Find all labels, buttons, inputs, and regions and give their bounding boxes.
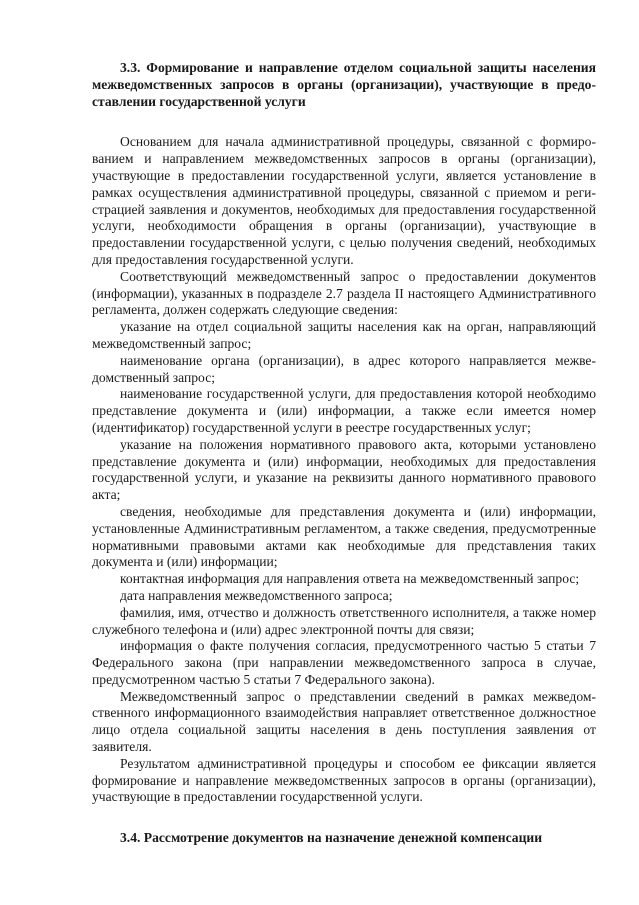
list-item-contact-info: контактная информация для направления ответа на межведомственный запрос; <box>120 571 580 587</box>
list-item-legal-act: указание на положения нормативного правового акта, которыми установлено представление документа и (или) информации, необходимых для предоставления государственной услуги, и указание на реквизиты данного нормативного правового акта; <box>92 436 596 503</box>
list-item-requesting-body: указание на отдел социальной защиты населения как на орган, направляющий межведомственный запрос; <box>92 319 596 351</box>
list-item-required-info: сведения, необходимые для представления документа и (или) информации, установленные Административным регламентом, а также сведения, предусмотренные нормативными правовыми актами как необходимые для представления таких документа и (или) информации; <box>92 503 596 570</box>
section-3-3-body <box>92 134 596 806</box>
list-item-service-name: наименование государственной услуги, для предоставления которой необходимо представление документа и (или) информации, а также если имеется номер (идентификатор) государственной услуги в реестре государственных услуг; <box>92 386 596 435</box>
paragraph-responsible-official: Межведомственный запрос о представлении сведений в рамках межведомственного информационного взаимодействия направляет ответственное должностное лицо отдела социальной защиты населения в день поступления заявления от заявителя. <box>92 688 596 755</box>
section-3-4-heading: 3.4. Рассмотрение документов на назначение денежной компенсации <box>120 830 543 846</box>
paragraph-basis: Основанием для начала административной процедуры, связанной с формированием и направлением межведомственных запросов в органы (организации), участвующие в предоставлении государственной услуги, является установление в рамках осуществления административной процедуры, связанной с приемом и регистрацией заявления и документов, необходимых для предоставления государственной услуги, необходимости обращения в органы (организации), участвующие в предоставлении государственной услуги, с целью получения сведений, необходимых для предоставления государственной услуги. <box>92 134 596 267</box>
paragraph-request-contents: Соответствующий межведомственный запрос о предоставлении документов (информации), указанных в подразделе 2.7 раздела II настоящего Административного регламента, должен содержать следующие сведения: <box>92 268 596 318</box>
list-item-request-date: дата направления межведомственного запроса; <box>120 587 393 603</box>
document-page <box>92 60 596 847</box>
list-item-recipient-body: наименование органа (организации), в адрес которого направляется межведомственный запрос; <box>92 352 596 385</box>
section-3-3-heading: 3.3. Формирование и направление отделом социальной защиты населения межведомственных запросов в органы (организации), участвующие в предоставлении государственной услуги <box>92 60 596 109</box>
paragraph-result: Результатом административной процедуры и способом ее фиксации является формирование и направление межведомственных запросов в органы (организации), участвующие в предоставлении государственной услуги. <box>92 755 596 805</box>
list-item-consent: информация о факте получения согласия, предусмотренного частью 5 статьи 7 Федерального закона (при направлении межведомственного запроса в случае, предусмотренном частью 5 статьи 7 Федерального закона). <box>92 638 596 687</box>
list-item-executor: фамилия, имя, отчество и должность ответственного исполнителя, а также номер служебного телефона и (или) адрес электронной почты для связи; <box>92 604 596 637</box>
